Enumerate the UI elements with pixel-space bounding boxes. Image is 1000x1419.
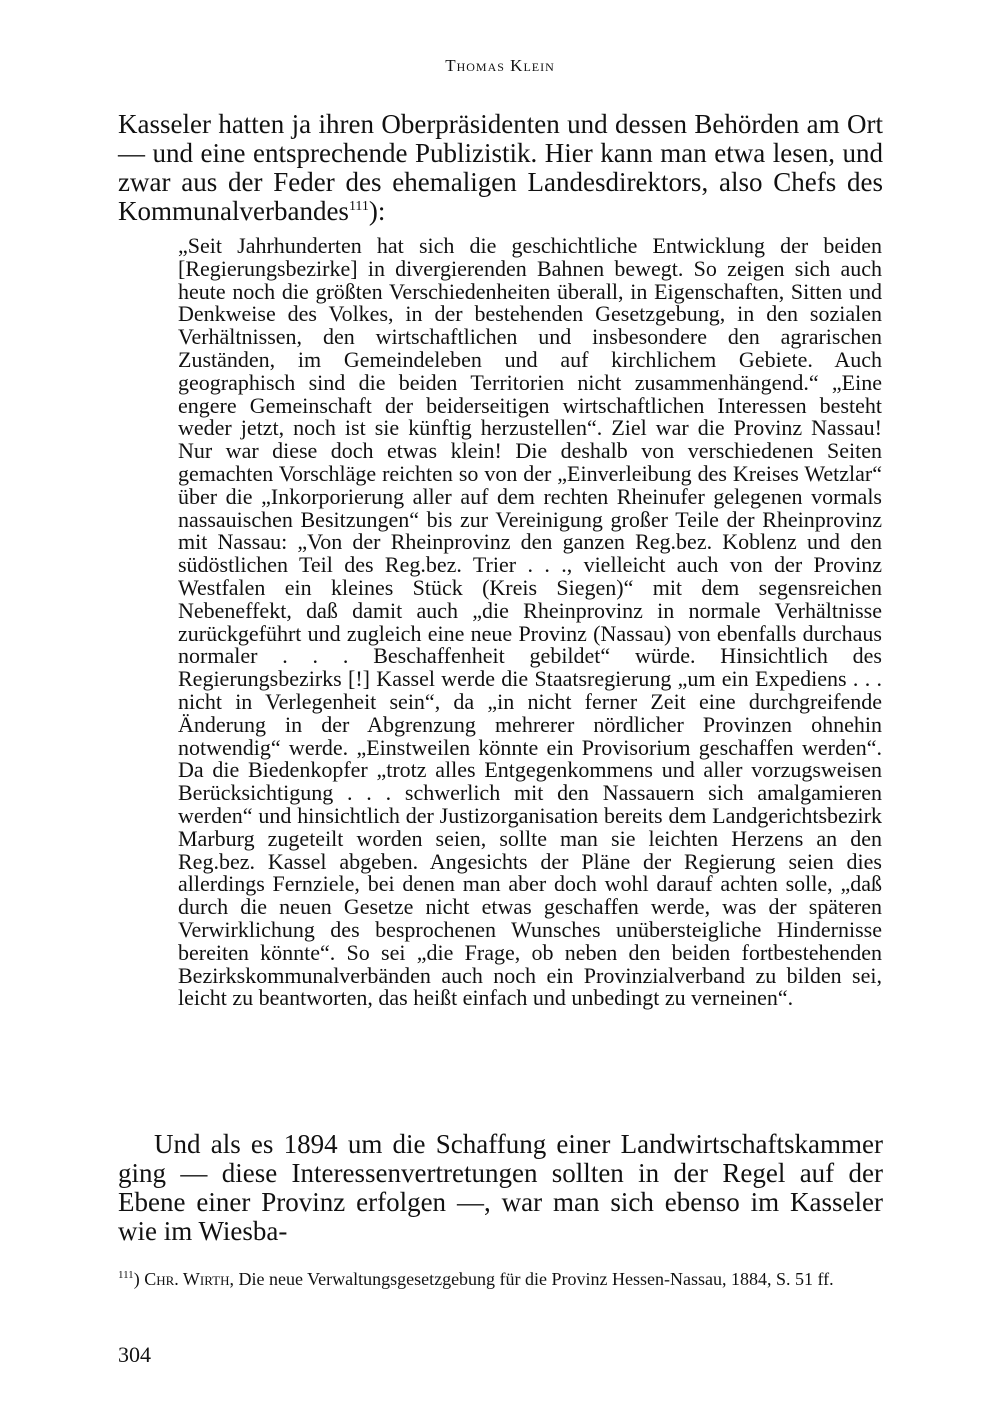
running-head: Thomas Klein <box>445 56 555 75</box>
block-quote: „Seit Jahrhunderten hat sich die geschichtliche Entwicklung der beiden [Regierungsbezirke] in divergierenden Bahnen bewegt. So zeigen sich auch heute noch die größten Verschiedenheiten überall, in Eigenschaften, Sitten und Denkweise des Volkes, in der bestehenden Gesetzgebung, in den sozialen Verhältnissen, den wirtschaftlichen und insbesondere den agrarischen Zuständen, im Gemeindeleben und auf kirchlichem Gebiete. Auch geographisch sind die beiden Territorien nicht zusammenhängend.“ „Eine engere Gemeinschaft der beiderseitigen wirtschaftlichen Interessen besteht weder jetzt, noch ist sie künftig herzustellen“. Ziel war die Provinz Nassau! Nur war diese doch etwas klein! Die deshalb von verschiedenen Seiten gemachten Vorschläge reichten so von der „Einverleibung des Kreises Wetzlar“ über die „Inkorporierung aller auf dem rechten Rheinufer gelegenen vormals nassauischen Besitzungen“ bis zur Vereinigung großer Teile der Rheinprovinz mit Nassau: „Von der Rheinprovinz den ganzen Reg.bez. Koblenz und den südöstlichen Teil des Reg.bez. Trier . . ., vielleicht auch von der Provinz Westfalen ein kleines Stück (Kreis Siegen)“ mit dem segensreichen Nebeneffekt, daß damit auch „die Rheinprovinz in normale Verhältnisse zurückgeführt und zugleich eine neue Provinz (Nassau) von ebenfalls durchaus normaler . . . Beschaffenheit gebildet“ würde. Hinsichtlich des Regierungsbezirks [!] Kassel werde die Staatsregierung „um ein Expediens . . . nicht in Verlegenheit sein“, da „in nicht ferner Zeit eine durchgreifende Änderung in der Abgrenzung mehrerer nördlicher Provinzen ohnehin notwendig“ werde. „Einstweilen könnte ein Provisorium geschaffen werden“. Da die Biedenkopfer „trotz alles Entgegenkommens und aller vorzugsweisen Berücksichtigung . . . schwerlich mit den Nassauern sich amalgamieren werden“ und hinsichtlich der Justizorganisation bereits dem Landgerichtsbezirk Marburg zugeteilt worden seien, sollte man sie leichten Herzens an den Reg.bez. Kassel abgeben. Angesichts der Pläne der Regierung seien dies allerdings Fernziele, bei denen man aber doch wohl darauf achten solle, „daß durch die neuen Gesetze nicht etwas geschaffen werde, was der späteren Verwirklichung des besprochenen Wunsches unübersteigliche Hindernisse bereiten könnte“. So sei „die Frage, ob neben den beiden fortbestehenden Bezirkskommunalverbänden auch noch ein Provinzialverband zu bilden sei, leicht zu beantworten, das heißt einfach und unbedingt zu verneinen“. <box>178 233 882 1011</box>
footnote-reference[interactable]: 111 <box>348 199 369 214</box>
paragraph-text-tail: ): <box>368 196 386 226</box>
body-paragraph-intro <box>118 110 883 226</box>
footnote-number-suffix: ) <box>133 1269 140 1289</box>
body-paragraph: Und als es 1894 um die Schaffung einer Landwirtschaftskammer ging — diese Interessenvertretungen sollten in der Regel auf der Ebene einer Provinz erfolgen —, war man sich ebenso im Kasseler wie im Wiesba- <box>118 1129 883 1246</box>
footnote-author: Chr. Wirth <box>144 1269 230 1289</box>
footnote <box>118 1268 883 1290</box>
paragraph-text: Kasseler hatten ja ihren Oberpräsidenten und dessen Behörden am Ort — und eine entsprechende Publizistik. Hier kann man etwa lesen, und zwar aus der Feder des ehemaligen Landesdirektors, also Chefs des Kommunalverbandes <box>118 109 883 226</box>
footnote-text: , Die neue Verwaltungsgesetzgebung für die Provinz Hessen-Nassau, 1884, S. 51 ff. <box>229 1269 834 1289</box>
footnote-number: 111 <box>118 1269 134 1281</box>
page-number: 304 <box>118 1342 151 1367</box>
